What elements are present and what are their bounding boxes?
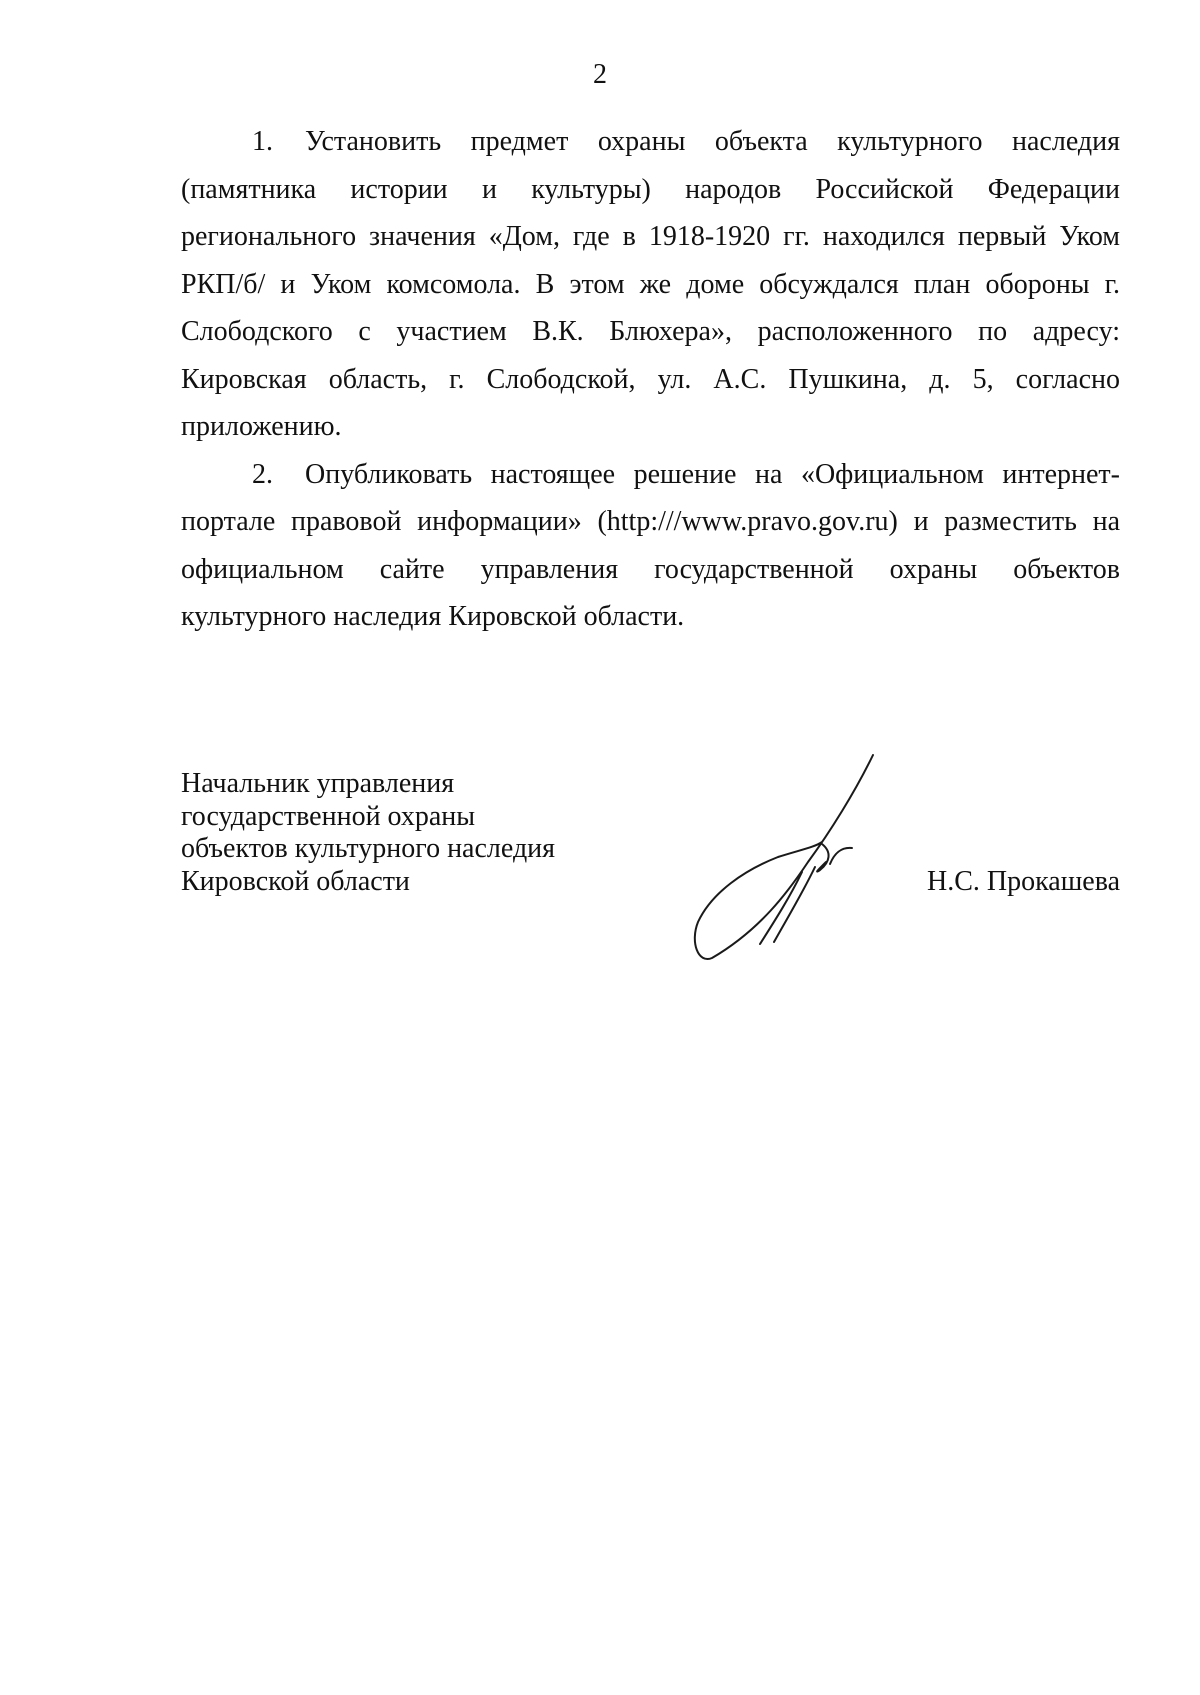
signatory-title (181, 768, 555, 898)
paragraph-number: 1. (252, 126, 273, 157)
paragraph-1 (181, 118, 1120, 451)
signatory-title-line: объектов культурного наследия (181, 833, 556, 864)
signatory-title-line: Кировской области (181, 865, 410, 897)
signatory-title-line: государственной охраны (181, 800, 476, 832)
paragraph-2 (181, 451, 1120, 641)
signatory-title-line: Начальник управления (181, 768, 455, 799)
paragraph-text: Опубликовать настоящее решение на «Официальном интернет-портале правовой информации» (http:///www.pravo.gov.ru) и разместить на официальном сайте управления государственной охраны объектов культурного наследия Кировской области. (181, 458, 1120, 632)
document-body (181, 118, 1120, 641)
signer-name: Н.С. Прокашева (927, 866, 1120, 897)
handwritten-signature (690, 752, 890, 962)
page-number: 2 (593, 59, 607, 90)
paragraph-number: 2. (252, 458, 273, 490)
paragraph-text: Установить предмет охраны объекта культурного наследия (памятника истории и культуры) народов Российской Федерации регионального значения «Дом, где в 1918-1920 гг. находился первый Уком РКП/б/ и Уком комсомола. В этом же доме обсуждался план обороны г. Слободского с участием В.К. Блюхера», расположенного по адресу: Кировская область, г. Слободской, ул. А.С. Пушкина, д. 5, согласно приложению. (181, 126, 1120, 442)
